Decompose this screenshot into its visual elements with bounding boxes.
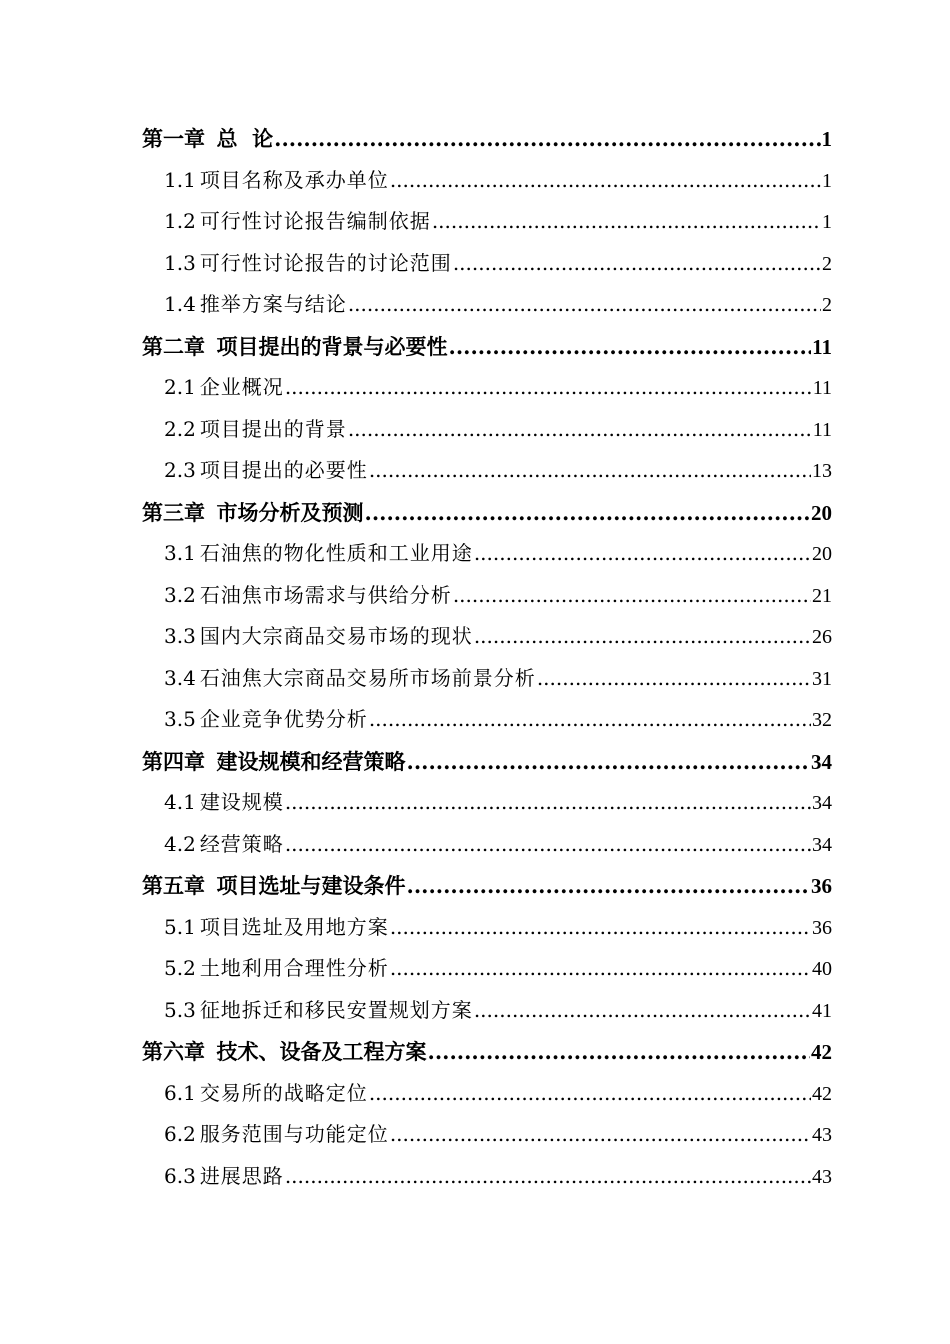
- toc-entry-number: 3.2: [164, 582, 196, 607]
- toc-entry-number: 1.4: [164, 292, 196, 316]
- toc-entry-number: 1.1: [164, 167, 196, 192]
- toc-section-entry[interactable]: [142, 824, 832, 866]
- dot-leader: [449, 326, 812, 368]
- toc-entry-number: 2.2: [164, 416, 196, 441]
- toc-page-number: 13: [812, 460, 832, 482]
- toc-entry-number: 6.3: [164, 1163, 196, 1188]
- toc-entry-label: [164, 907, 389, 949]
- toc-entry-title: 项目选址与建设条件: [216, 873, 406, 898]
- toc-entry-number: 4.1: [164, 790, 196, 814]
- toc-entry-label: [164, 948, 389, 990]
- toc-chapter-entry[interactable]: [142, 1031, 832, 1073]
- toc-section-entry[interactable]: [142, 990, 832, 1032]
- toc-chapter-entry[interactable]: [142, 118, 832, 160]
- dot-leader: [390, 948, 811, 990]
- toc-entry-label: [164, 243, 452, 285]
- toc-entry-label: [164, 824, 284, 866]
- toc-entry-label: [164, 782, 284, 824]
- toc-page-number: 34: [812, 833, 832, 856]
- toc-page-number: 32: [812, 709, 832, 731]
- toc-page-number: 2: [822, 294, 832, 316]
- toc-section-entry[interactable]: [142, 907, 832, 949]
- toc-page-number: 42: [811, 1040, 832, 1064]
- dot-leader: [285, 367, 812, 409]
- toc-page-number: 43: [812, 1124, 832, 1146]
- toc-entry-number: 第一章: [142, 126, 205, 151]
- dot-leader: [285, 824, 811, 866]
- toc-entry-number: 3.4: [164, 665, 196, 690]
- toc-entry-label: [164, 1156, 284, 1198]
- toc-entry-number: 5.1: [164, 914, 196, 939]
- toc-entry-title: 可行性讨论报告编制依据: [199, 209, 431, 233]
- toc-entry-title: 土地利用合理性分析: [199, 956, 389, 980]
- toc-entry-label: [164, 409, 347, 451]
- toc-section-entry[interactable]: [142, 575, 832, 617]
- toc-entry-title: 征地拆迁和移民安置规划方案: [199, 997, 473, 1022]
- toc-entry-number: 6.1: [164, 1080, 196, 1105]
- toc-entry-title: 石油焦大宗商品交易所市场前景分析: [199, 665, 536, 690]
- toc-page-number: 42: [812, 1082, 832, 1105]
- dot-leader: [537, 658, 811, 700]
- dot-leader: [390, 907, 811, 949]
- toc-entry-label: [164, 160, 389, 202]
- toc-page-number: 20: [811, 500, 832, 525]
- toc-entry-title: 可行性讨论报告的讨论范围: [199, 250, 452, 275]
- toc-page-number: 1: [822, 169, 832, 192]
- toc-entry-label: [142, 865, 406, 907]
- toc-entry-title: 交易所的战略定位: [199, 1080, 368, 1105]
- toc-entry-number: 3.1: [164, 541, 196, 565]
- toc-entry-title: 经营策略: [199, 831, 284, 856]
- toc-entry-number: 2.3: [164, 458, 196, 482]
- toc-entry-number: 2.1: [164, 375, 196, 399]
- toc-entry-label: [164, 201, 431, 243]
- dot-leader: [407, 741, 810, 783]
- toc-entry-number: 1.2: [164, 209, 196, 233]
- toc-chapter-entry[interactable]: [142, 865, 832, 907]
- toc-page-number: 31: [812, 667, 832, 690]
- toc-entry-label: [164, 450, 368, 492]
- toc-entry-title: 建设规模和经营策略: [216, 748, 406, 774]
- toc-chapter-entry[interactable]: [142, 326, 832, 368]
- toc-page-number: 34: [811, 749, 832, 774]
- toc-entry-label: [142, 741, 406, 783]
- toc-page-number: 43: [812, 1165, 832, 1188]
- toc-chapter-entry[interactable]: [142, 492, 832, 534]
- dot-leader: [453, 243, 821, 285]
- toc-section-entry[interactable]: [142, 160, 832, 202]
- toc-entry-title: 服务范围与功能定位: [199, 1122, 389, 1146]
- toc-entry-label: [164, 575, 452, 617]
- toc-entry-label: [164, 990, 473, 1032]
- toc-entry-label: [142, 1031, 427, 1073]
- toc-entry-label: [164, 284, 347, 326]
- toc-page-number: 41: [812, 999, 832, 1022]
- toc-entry-number: 3.5: [164, 707, 196, 731]
- toc-entry-label: [164, 1114, 389, 1156]
- toc-entry-label: [164, 1073, 368, 1115]
- toc-entry-title: 项目提出的必要性: [199, 458, 368, 482]
- toc-section-entry[interactable]: [142, 616, 832, 658]
- toc-entry-title: 推举方案与结论: [199, 292, 347, 316]
- toc-section-entry[interactable]: [142, 243, 832, 285]
- toc-section-entry[interactable]: [142, 533, 832, 575]
- toc-page-number: 2: [822, 252, 832, 275]
- toc-entry-label: [164, 616, 473, 658]
- toc-page-number: 11: [812, 418, 832, 441]
- toc-section-entry[interactable]: [142, 782, 832, 824]
- toc-section-entry[interactable]: [142, 201, 832, 243]
- toc-entry-label: [142, 118, 273, 160]
- toc-entry-label: [164, 699, 368, 741]
- dot-leader: [474, 990, 811, 1032]
- toc-entry-title: 市场分析及预测: [216, 499, 364, 525]
- toc-page-number: 20: [812, 543, 832, 565]
- dot-leader: [369, 1073, 811, 1115]
- toc-page-number: 36: [811, 874, 832, 898]
- dot-leader: [390, 160, 821, 202]
- toc-section-entry[interactable]: [142, 1156, 832, 1198]
- toc-page-number: 11: [812, 334, 832, 359]
- toc-section-entry[interactable]: [142, 1114, 832, 1156]
- toc-entry-label: [164, 658, 536, 700]
- toc-entry-title: 企业竞争优势分析: [199, 707, 368, 731]
- toc-entry-label: [142, 492, 364, 534]
- table-of-contents: [142, 118, 832, 1197]
- toc-entry-title: 项目提出的背景: [199, 416, 347, 441]
- toc-entry-title: 项目选址及用地方案: [199, 914, 389, 939]
- dot-leader: [369, 450, 811, 492]
- toc-section-entry[interactable]: [142, 1073, 832, 1115]
- toc-entry-number: 6.2: [164, 1122, 196, 1146]
- dot-leader: [285, 782, 811, 824]
- toc-entry-number: 5.2: [164, 956, 196, 980]
- toc-page-number: 21: [812, 584, 832, 607]
- toc-section-entry[interactable]: [142, 284, 832, 326]
- dot-leader: [348, 284, 821, 326]
- toc-entry-label: [164, 367, 284, 409]
- toc-section-entry[interactable]: [142, 699, 832, 741]
- toc-entry-number: 第五章: [142, 873, 205, 898]
- toc-page-number: 36: [812, 916, 832, 939]
- toc-section-entry[interactable]: [142, 948, 832, 990]
- toc-entry-number: 5.3: [164, 997, 196, 1022]
- toc-entry-label: [142, 326, 448, 368]
- toc-entry-title: 建设规模: [199, 790, 284, 814]
- toc-section-entry[interactable]: [142, 658, 832, 700]
- dot-leader: [348, 409, 812, 451]
- toc-page-number: 34: [812, 792, 832, 814]
- toc-entry-number: 第四章: [142, 748, 205, 774]
- toc-entry-number: 4.2: [164, 831, 196, 856]
- toc-page-number: 11: [812, 377, 832, 399]
- toc-page-number: 40: [812, 958, 832, 980]
- dot-leader: [274, 118, 820, 160]
- toc-entry-number: 第二章: [142, 333, 205, 359]
- toc-page-number: 1: [822, 211, 832, 233]
- toc-entry-title: 企业概况: [199, 375, 284, 399]
- dot-leader: [407, 865, 810, 907]
- toc-section-entry[interactable]: [142, 409, 832, 451]
- dot-leader: [428, 1031, 810, 1073]
- toc-entry-title: 项目名称及承办单位: [199, 167, 389, 192]
- toc-entry-title: 石油焦的物化性质和工业用途: [199, 541, 473, 565]
- toc-entry-label: [164, 533, 473, 575]
- dot-leader: [432, 201, 821, 243]
- toc-page-number: 26: [812, 626, 832, 648]
- toc-entry-title: 技术、设备及工程方案: [216, 1039, 427, 1064]
- dot-leader: [474, 616, 811, 658]
- toc-entry-title: 国内大宗商品交易市场的现状: [199, 624, 473, 648]
- toc-entry-title: 项目提出的背景与必要性: [216, 333, 448, 359]
- dot-leader: [453, 575, 811, 617]
- dot-leader: [390, 1114, 811, 1156]
- dot-leader: [474, 533, 811, 575]
- toc-entry-title: 石油焦市场需求与供给分析: [199, 582, 452, 607]
- dot-leader: [365, 492, 810, 534]
- toc-section-entry[interactable]: [142, 367, 832, 409]
- toc-entry-number: 1.3: [164, 250, 196, 275]
- toc-entry-number: 第六章: [142, 1039, 205, 1064]
- toc-entry-number: 第三章: [142, 499, 205, 525]
- toc-section-entry[interactable]: [142, 450, 832, 492]
- dot-leader: [285, 1156, 811, 1198]
- toc-page-number: 1: [821, 127, 832, 151]
- toc-entry-number: 3.3: [164, 624, 196, 648]
- toc-entry-title: 进展思路: [199, 1163, 284, 1188]
- toc-entry-title: 总 论: [216, 126, 274, 151]
- dot-leader: [369, 699, 811, 741]
- toc-chapter-entry[interactable]: [142, 741, 832, 783]
